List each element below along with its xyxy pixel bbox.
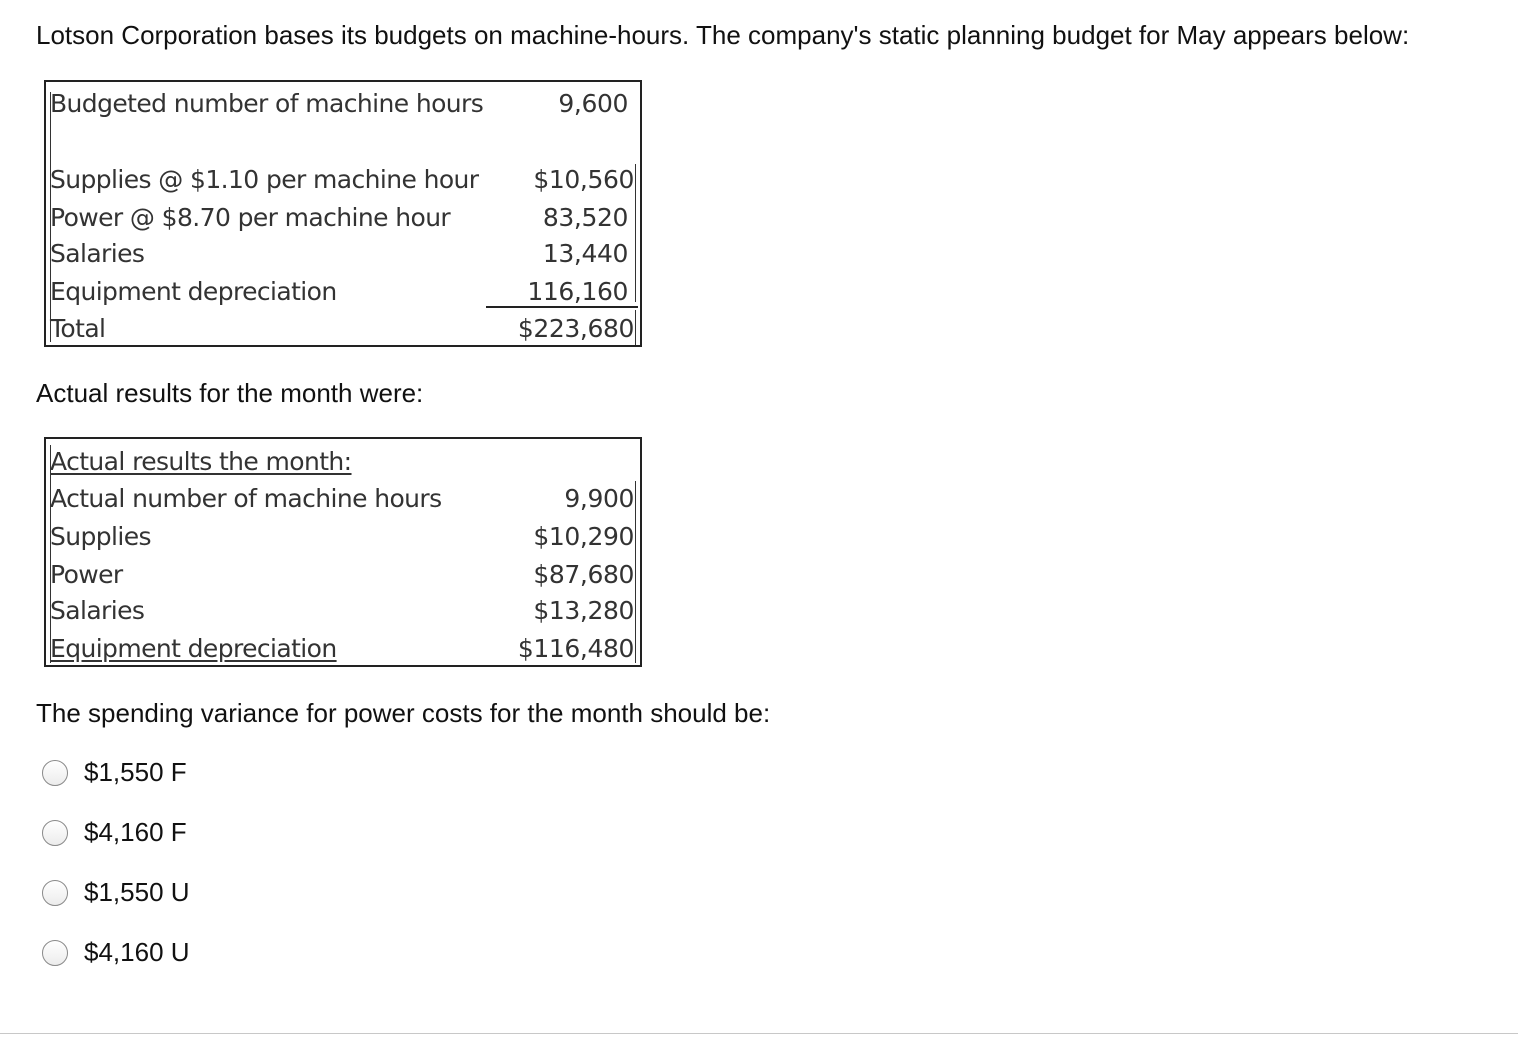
- answer-option-label[interactable]: $4,160 F: [84, 817, 187, 847]
- budget-total-value: $223,680: [517, 314, 634, 343]
- budget-total-label: Total: [50, 314, 106, 343]
- budget-hours-label: Budgeted number of machine hours: [50, 89, 484, 118]
- actual-depreciation-label: Equipment depreciation: [50, 634, 337, 663]
- budget-supplies-value: $10,560: [533, 165, 634, 194]
- budget-row-salaries: [46, 236, 640, 272]
- budget-row-total: [46, 311, 640, 347]
- actual-hours-label: Actual number of machine hours: [50, 484, 442, 513]
- actual-row-supplies: [46, 519, 640, 555]
- answer-option-2[interactable]: [40, 816, 340, 850]
- actual-salaries-label: Salaries: [50, 596, 145, 625]
- actual-table: [44, 437, 642, 667]
- actual-power-value: $87,680: [533, 560, 634, 589]
- budget-supplies-label: Supplies @ $1.10 per machine hour: [50, 165, 479, 194]
- actual-row-depreciation: [46, 631, 640, 667]
- budget-table: [44, 80, 642, 347]
- answer-option-label[interactable]: $1,550 U: [84, 877, 190, 907]
- actual-depreciation-value: $116,480: [517, 634, 634, 663]
- actual-row-power: [46, 557, 640, 593]
- actual-heading-row: [46, 444, 640, 480]
- budget-row-power: [46, 200, 640, 236]
- radio-button[interactable]: [42, 940, 68, 966]
- actual-row-hours: [46, 481, 640, 517]
- actual-supplies-label: Supplies: [50, 522, 151, 551]
- budget-power-label: Power @ $8.70 per machine hour: [50, 203, 451, 232]
- radio-button[interactable]: [42, 760, 68, 786]
- budget-power-value: 83,520: [542, 203, 628, 232]
- budget-row-depreciation: [46, 274, 640, 310]
- actual-heading: Actual results the month:: [50, 447, 352, 476]
- radio-button[interactable]: [42, 880, 68, 906]
- answer-option-label[interactable]: $4,160 U: [84, 937, 190, 967]
- answer-option-1[interactable]: [40, 756, 340, 790]
- budget-salaries-value: 13,440: [542, 239, 628, 268]
- actual-hours-value: 9,900: [564, 484, 634, 513]
- budget-row-hours: [46, 86, 640, 122]
- budget-salaries-label: Salaries: [50, 239, 145, 268]
- budget-depreciation-value: 116,160: [527, 277, 628, 306]
- actual-row-salaries: [46, 593, 640, 629]
- total-right-rule: [635, 310, 636, 345]
- budget-depreciation-label: Equipment depreciation: [50, 277, 337, 306]
- question-text: The spending variance for power costs for the month should be:: [36, 698, 771, 728]
- radio-button[interactable]: [42, 820, 68, 846]
- budget-hours-value: 9,600: [558, 89, 628, 118]
- answer-option-label[interactable]: $1,550 F: [84, 757, 187, 787]
- subtotal-rule: [486, 306, 638, 308]
- answer-option-4[interactable]: [40, 936, 340, 970]
- actual-power-label: Power: [50, 560, 123, 589]
- actual-salaries-value: $13,280: [533, 596, 634, 625]
- actual-supplies-value: $10,290: [533, 522, 634, 551]
- answer-option-3[interactable]: [40, 876, 340, 910]
- intro-text: Lotson Corporation bases its budgets on machine-hours. The company's static planning budget for May appears below:: [36, 20, 1410, 50]
- budget-row-supplies: [46, 162, 640, 198]
- bottom-divider: [0, 1033, 1518, 1034]
- actual-intro-text: Actual results for the month were:: [36, 378, 424, 408]
